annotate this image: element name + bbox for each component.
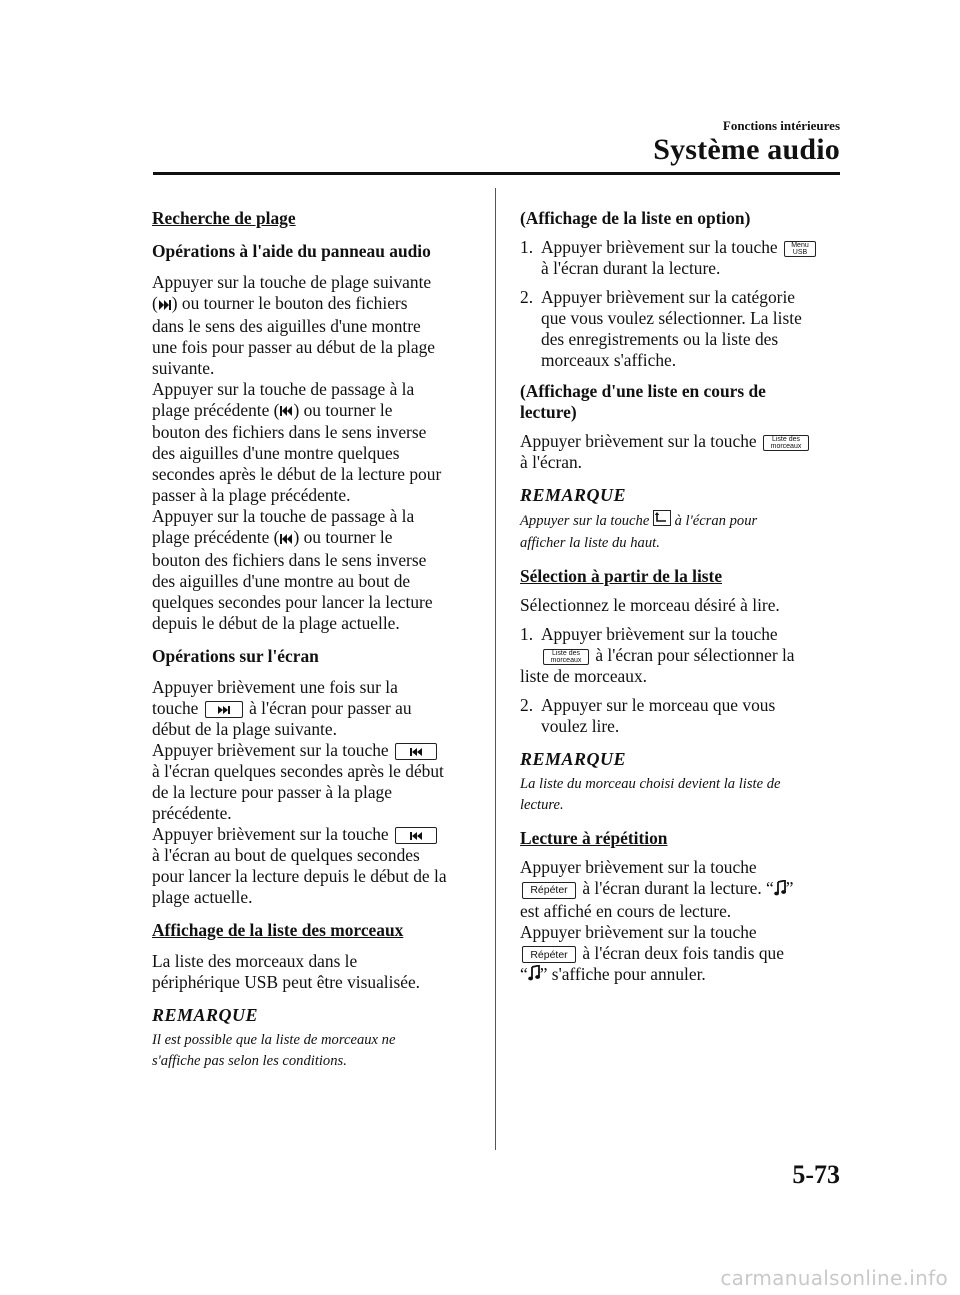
liste-morceaux-button-icon: Liste des morceaux: [763, 435, 809, 451]
return-list-icon: [653, 510, 671, 533]
page-number: 5-73: [792, 1160, 840, 1189]
header-section: Fonctions intérieures: [722, 118, 840, 133]
header-rule: [153, 172, 840, 175]
subheading-ecran: Opérations sur l'écran: [152, 645, 319, 666]
subheading-panneau-audio: Opérations à l'aide du panneau audio: [152, 241, 431, 261]
repeat-note-icon: [528, 965, 540, 986]
repeter-button-icon: Répéter: [522, 882, 576, 899]
note-text: Il est possible que la liste de morceaux ne: [152, 1031, 396, 1048]
paragraph-selection: Sélectionnez le morceau désiré à lire.: [520, 595, 780, 615]
subheading-liste-option: (Affichage de la liste en option): [520, 208, 751, 228]
note-title: REMARQUE: [520, 749, 627, 769]
heading-selection-liste: Sélection à partir de la liste: [520, 566, 723, 586]
paragraph-repeat-off: Appuyer brièvement sur la touche Répéter à l'écran deux fois tandis que “ ” s'affiche pour annuler.: [520, 922, 842, 987]
subheading-liste-en-cours-2: lecture): [520, 402, 577, 422]
paragraph-next-track: Appuyer sur la touche de plage suivante ( ) ou tourner le bouton des fichiers dans le sens des aiguilles d'une montre une fois pour passer au début de la plage suivante.: [152, 272, 435, 378]
paragraph-liste-usb-2: périphérique USB peut être visualisée.: [152, 971, 421, 992]
prev-track-icon: [279, 401, 293, 422]
next-track-icon: [158, 295, 172, 316]
paragraph-repeat-on: Appuyer brièvement sur la touche Répéter à l'écran durant la lecture. “ ” est affiché en cours de lecture.: [520, 857, 794, 921]
paragraph-screen-prev: Appuyer brièvement sur la touche à l'écran quelques secondes après le début de la lecture pour passer à la plage précédente.: [152, 739, 444, 823]
paragraph-screen-restart: Appuyer brièvement sur la touche à l'écran au bout de quelques secondes pour lancer la lecture depuis le début de la plage actuelle.: [152, 823, 447, 907]
prev-track-button-icon: [395, 827, 437, 844]
left-column: [152, 208, 474, 1072]
list-item: 1. Appuyer brièvement sur la touche Liste des morceaux à l'écran pour sélectionner la: [520, 624, 795, 665]
paragraph-restart-track: Appuyer sur la touche de passage à la plage précédente ( ) ou tourner le bouton des fichiers dans le sens inverse des aiguilles d'une montre au bout de quelques secondes pour lancer la lecture depuis le début de la plage actuelle.: [152, 506, 433, 633]
menu-usb-button-icon: Menu USB: [784, 241, 816, 257]
list-item: 1. Appuyer brièvement sur la touche Menu USB à l'écran durant la lecture.: [520, 237, 842, 279]
watermark: carmanualsonline.info: [720, 1266, 948, 1290]
repeter-button-icon: Répéter: [522, 946, 576, 963]
right-column: (Affichage de la liste en option) 1. Appuyer brièvement sur la touche Menu USB à l'écran durant la lecture. 2. Appuyer brièvement sur la catégorie que vous voulez sélectionner. La liste des enregistrements ou la liste des morceaux s'affiche. (Affichage d'une liste en cours de lecture) Appuyer brièvement sur la touche Liste des morceaux à l'écran. REMARQUE Appuyer sur la touche à l'écran pour afficher la liste du haut. Sélection à partir de la liste Sélectionnez le morceau désiré à lire. 1. Appuyer brièvement sur la touche Liste des morceaux à l'écran pour sélectionner la liste de morceaux. 2. Appuyer sur le morceau que vous voulez lire. REMARQUE La liste du morceau choisi devient la liste de lecture. Lecture à répétition Appuyer brièvement sur la touche Répéter à l'écran durant la lecture. “ ” est affiché en cours de lecture. Appuyer brièvement sur la touche Répéter à l'écran deux fois tandis que “ ” s'affiche pour annuler.: [520, 208, 842, 986]
paragraph-prev-track: Appuyer sur la touche de passage à la plage précédente ( ) ou tourner le bouton des fichiers dans le sens inverse des aiguilles d'une montre quelques secondes après le début de la lecture pour passer à la plage précédente.: [152, 378, 442, 505]
list-item: 2. Appuyer brièvement sur la catégorie que vous voulez sélectionner. La liste des enregistrements ou la liste des morceaux s'affiche.: [520, 287, 802, 370]
repeat-note-icon: [774, 880, 786, 901]
prev-track-button-icon: [395, 743, 437, 760]
liste-morceaux-button-icon: Liste des morceaux: [543, 649, 589, 665]
heading-lecture-repetition: Lecture à répétition: [520, 828, 668, 848]
note-title: REMARQUE: [152, 1004, 259, 1025]
next-track-button-icon: [205, 701, 243, 718]
prev-track-icon: [279, 529, 293, 550]
page-title: Système audio: [653, 133, 840, 166]
note-title: REMARQUE: [520, 485, 627, 505]
subheading-liste-en-cours: (Affichage d'une liste en cours de: [520, 381, 766, 401]
list-item: 2. Appuyer sur le morceau que vous voulez lire.: [520, 695, 776, 736]
paragraph-screen-next: Appuyer brièvement une fois sur la touche à l'écran pour passer au début de la plage suivante.: [152, 676, 412, 739]
heading-recherche-plage: Recherche de plage: [152, 208, 296, 228]
column-divider: [495, 188, 496, 1150]
paragraph-liste-usb-1: La liste des morceaux dans le: [152, 950, 358, 971]
heading-affichage-liste: Affichage de la liste des morceaux: [152, 919, 404, 940]
note-text: s'affiche pas selon les conditions.: [152, 1052, 347, 1069]
